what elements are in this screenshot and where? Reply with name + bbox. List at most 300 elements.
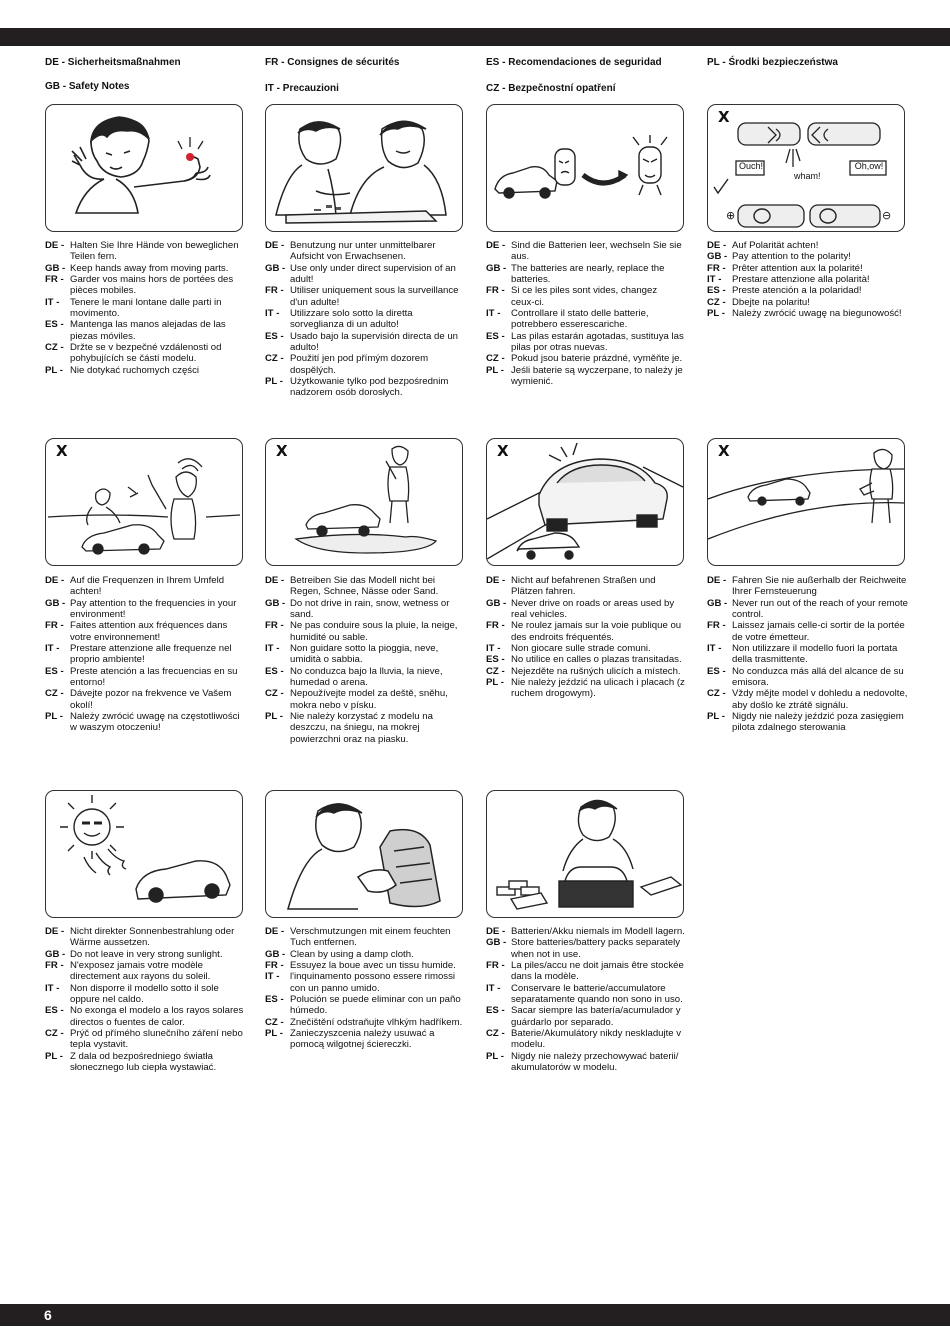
note-line	[45, 1005, 250, 1016]
language-code: PL -	[265, 711, 283, 723]
note-line	[486, 620, 691, 631]
language-code: FR -	[486, 285, 505, 297]
note-line	[486, 994, 691, 1005]
wrong-x-icon: X	[56, 442, 68, 460]
page-number: 6	[44, 1307, 52, 1323]
note-line	[265, 1005, 470, 1016]
wrong-x-icon: X	[718, 108, 730, 126]
language-code: IT -	[45, 643, 60, 655]
note-line	[45, 971, 250, 982]
note-line	[265, 609, 470, 620]
note-line	[707, 700, 912, 711]
note-text: Pokud jsou baterie prázdné, vyměňte je.	[511, 353, 683, 365]
note-line	[486, 297, 691, 308]
note-line	[45, 598, 250, 609]
car-out-of-range-illustration	[708, 439, 904, 565]
note-text: Never drive on roads or areas used by	[511, 597, 675, 609]
note-text: No exonga el modelo a los rayos solares	[70, 1005, 244, 1017]
note-line	[45, 586, 250, 597]
bottom-bar	[0, 1304, 950, 1326]
language-code: FR -	[707, 262, 726, 274]
note-text: tepla vystavit.	[70, 1039, 129, 1051]
ouch-text: Ouch!	[738, 161, 763, 171]
note-text: Pay attention to the polarity!	[732, 251, 851, 263]
note-text: Teilen fern.	[70, 251, 117, 263]
language-code: PL -	[265, 1028, 283, 1040]
note-text: Do not leave in very strong sunlight.	[70, 948, 223, 960]
note-polarity	[707, 240, 912, 319]
language-code: ES -	[486, 330, 505, 342]
note-text: pomocą wilgotnej ściereczki.	[290, 1039, 412, 1051]
note-line	[265, 960, 470, 971]
note-text: Nicht direkter Sonnenbestrahlung oder	[70, 926, 235, 937]
note-text: Keep hands away from moving parts.	[70, 262, 229, 274]
note-line	[486, 240, 691, 251]
wham-text: wham!	[794, 171, 821, 181]
note-text: Pay attention to the frequencies in your	[70, 597, 237, 609]
note-line	[486, 331, 691, 342]
note-line	[45, 677, 250, 688]
language-code: CZ -	[707, 296, 726, 308]
note-line	[486, 251, 691, 262]
note-text: Las pilas estarán agotadas, sustituya las	[511, 330, 684, 342]
note-text: Jeśli baterie są wyczerpane, to należy je	[511, 364, 683, 376]
panel-moving-parts	[45, 104, 243, 232]
note-text: directos o fuentes de calor.	[70, 1016, 185, 1028]
panel-frequencies	[45, 438, 243, 566]
language-code: PL -	[707, 711, 725, 723]
note-line	[707, 575, 912, 586]
note-text: Usado bajo la supervisión directa de un	[290, 330, 458, 342]
note-line	[707, 632, 912, 643]
note-text: Si ce les piles sont vides, changez	[511, 285, 658, 297]
car-in-puddle-illustration	[266, 439, 462, 565]
note-text: Benutzung nur unter unmittelbarer	[290, 240, 436, 251]
note-text: Použití jen pod přímým dozorem	[290, 353, 429, 365]
note-text: votre environnement!	[70, 631, 161, 643]
note-text: Prêter attention aux la polarité!	[732, 262, 863, 274]
frequency-interference-illustration	[46, 439, 242, 565]
note-text: Vždy mějte model v dohledu a nedovolte,	[732, 688, 908, 700]
note-line	[45, 331, 250, 342]
note-text: d'un adulte!	[290, 296, 340, 308]
note-line	[45, 342, 250, 353]
language-code: ES -	[707, 285, 726, 297]
note-text: Do not drive in rain, snow, wetness or	[290, 597, 450, 609]
note-line	[265, 971, 470, 982]
note-line	[45, 983, 250, 994]
note-text: Non guidare sotto la pioggia, neve,	[290, 643, 439, 655]
note-text: Preste atención a las frecuencias en su	[70, 665, 238, 677]
note-line	[265, 575, 470, 586]
language-code: GB -	[486, 597, 507, 609]
note-text: pilota zdalnego sterowania	[732, 722, 846, 734]
ohow-text: Oh,ow!	[854, 161, 884, 171]
language-code: IT -	[265, 308, 280, 320]
header-cz: CZ - Bezpečnostní opatření	[486, 83, 616, 94]
note-text: Baterie/Akumulátory nikdy neskladujte v	[511, 1028, 682, 1040]
note-line	[265, 319, 470, 330]
note-text: La piles/accu ne doit jamais être stockée	[511, 960, 684, 972]
note-line	[265, 1017, 470, 1028]
adult-and-child-illustration	[266, 105, 462, 231]
note-line	[45, 285, 250, 296]
language-code: ES -	[45, 319, 64, 331]
note-moving-parts	[45, 240, 250, 376]
note-line	[486, 677, 691, 688]
note-text: l'inquinamento possono essere rimossi	[290, 971, 456, 983]
language-code: CZ -	[486, 665, 505, 677]
note-line	[707, 654, 912, 665]
note-line	[486, 575, 691, 586]
note-text: Sind die Batterien leer, wechseln Sie sie	[511, 240, 682, 251]
note-text: deszczu, na śniegu, na mokrej	[290, 722, 420, 734]
note-text: humedad o arena.	[290, 677, 368, 689]
note-line	[45, 1051, 250, 1062]
note-text: potrebbero esserescariche.	[511, 319, 628, 331]
note-text: powierzchni oraz na piasku.	[290, 733, 409, 745]
boy-hand-pain-illustration	[46, 105, 242, 231]
panel-polarity	[707, 104, 905, 232]
note-text: Ne pas conduire sous la pluie, la neige,	[290, 620, 458, 632]
note-text: No conduzca más allá del alcance de su	[732, 665, 904, 677]
note-text: The batteries are nearly, replace the	[511, 262, 665, 274]
note-text: Use only under direct supervision of an	[290, 262, 456, 274]
note-line	[265, 937, 470, 948]
note-line	[707, 643, 912, 654]
panel-weather	[265, 438, 463, 566]
wrong-x-icon: X	[718, 442, 730, 460]
header-pl: PL - Środki bezpieczeństwa	[707, 57, 838, 68]
language-code: ES -	[486, 654, 505, 666]
note-text: Non utilizzare il modello fuori la portata	[732, 643, 898, 655]
language-code: FR -	[707, 620, 726, 632]
note-line	[265, 285, 470, 296]
note-line	[265, 353, 470, 364]
note-line	[486, 376, 691, 387]
note-line	[265, 251, 470, 262]
note-text: Użytkowanie tylko pod bezpośrednim	[290, 376, 449, 388]
note-line	[486, 342, 691, 353]
note-line	[265, 722, 470, 733]
note-line	[265, 711, 470, 722]
note-line	[707, 666, 912, 677]
note-text: directement aux rayons du soleil.	[70, 971, 211, 983]
note-line	[707, 263, 912, 274]
note-text: Plätzen fahren.	[511, 586, 576, 598]
language-code: FR -	[486, 620, 505, 632]
note-line	[486, 598, 691, 609]
note-text: achten!	[70, 586, 102, 598]
note-text: akumulatorów w modelu.	[511, 1062, 618, 1074]
note-line	[707, 677, 912, 688]
note-text: sorveglianza di un adulto!	[290, 319, 399, 331]
note-text: de votre émetteur.	[732, 631, 810, 643]
note-line	[486, 586, 691, 597]
note-text: słonecznego lub ciepła wystawiać.	[70, 1062, 217, 1074]
real-car-on-road-illustration	[487, 439, 683, 565]
language-code: GB -	[265, 597, 286, 609]
note-text: Należy zwrócić uwagę na biegunowość!	[732, 308, 902, 320]
note-line	[265, 1028, 470, 1039]
note-line	[486, 632, 691, 643]
note-text: Tuch entfernen.	[290, 937, 357, 949]
note-line	[45, 1062, 250, 1073]
note-line	[486, 949, 691, 960]
note-text: Betreiben Sie das Modell nicht bei	[290, 575, 436, 586]
note-remote-range	[707, 575, 912, 734]
note-text: Faites attention aux fréquences dans	[70, 620, 228, 632]
note-text: okolí!	[70, 699, 93, 711]
note-text: batteries.	[511, 274, 551, 286]
language-code: DE -	[707, 575, 727, 586]
note-line	[486, 285, 691, 296]
language-code: FR -	[45, 620, 64, 632]
note-text: Mantenga las manos alejadas de las	[70, 319, 226, 331]
note-line	[265, 263, 470, 274]
language-code: GB -	[707, 251, 728, 263]
note-text: Utilizzare solo sotto la diretta	[290, 308, 413, 320]
note-line	[486, 937, 691, 948]
note-line	[45, 688, 250, 699]
note-text: Nie należy korzystać z modelu na	[290, 711, 433, 723]
panel-remote-range	[707, 438, 905, 566]
note-text: humidité ou sable.	[290, 631, 368, 643]
note-line	[486, 609, 691, 620]
note-text: Polución se puede eliminar con un paño	[290, 994, 461, 1006]
note-text: Fahren Sie nie außerhalb der Reichweite	[732, 575, 907, 586]
note-line	[265, 734, 470, 745]
note-text: Auf die Frequenzen in Ihrem Umfeld	[70, 575, 225, 586]
language-code: DE -	[486, 926, 506, 937]
note-text: des endroits fréquentés.	[511, 631, 614, 643]
note-line	[265, 376, 470, 387]
note-storage	[486, 926, 691, 1073]
note-line	[486, 353, 691, 364]
language-code: FR -	[45, 274, 64, 286]
language-code: FR -	[486, 960, 505, 972]
wrong-x-icon: X	[276, 442, 288, 460]
language-code: GB -	[486, 937, 507, 949]
note-roads	[486, 575, 691, 700]
note-text: Nigdy nie należy jeździć poza zasięgiem	[732, 711, 904, 723]
note-text: guárdarlo por separado.	[511, 1016, 614, 1028]
language-code: PL -	[45, 711, 63, 723]
note-line	[486, 1039, 691, 1050]
note-line	[265, 643, 470, 654]
note-line	[45, 365, 250, 376]
language-code: FR -	[265, 285, 284, 297]
note-line	[45, 949, 250, 960]
language-code: DE -	[707, 240, 727, 251]
note-text: pohybujících se částí modelu.	[70, 353, 197, 365]
note-line	[45, 1028, 250, 1039]
note-text: emisora.	[732, 677, 769, 689]
note-adult-supervision	[265, 240, 470, 399]
note-line	[45, 240, 250, 251]
note-line	[265, 342, 470, 353]
note-line	[45, 1017, 250, 1028]
plus-pole-icon: ⊕	[726, 210, 736, 222]
note-line	[265, 666, 470, 677]
note-text: aby došlo ke ztrátě signálu.	[732, 699, 849, 711]
note-line	[265, 632, 470, 643]
language-code: PL -	[265, 376, 283, 388]
language-code: DE -	[265, 575, 285, 586]
note-line	[45, 575, 250, 586]
note-line	[486, 319, 691, 330]
note-batteries-low	[486, 240, 691, 387]
note-text: húmedo.	[290, 1005, 328, 1017]
note-text: movimento.	[70, 308, 120, 320]
note-line	[265, 297, 470, 308]
language-code: CZ -	[45, 1028, 64, 1040]
language-code: GB -	[707, 597, 728, 609]
note-line	[707, 586, 912, 597]
note-line	[486, 960, 691, 971]
note-line	[265, 387, 470, 398]
language-code: IT -	[486, 643, 501, 655]
note-text: Laissez jamais celle-ci sortir de la portée	[732, 620, 905, 632]
note-text: entorno!	[70, 677, 106, 689]
note-line	[486, 971, 691, 982]
note-text: Nicht auf befahrenen Straßen und	[511, 575, 656, 586]
language-code: IT -	[486, 308, 501, 320]
note-line	[265, 949, 470, 960]
language-code: DE -	[45, 926, 65, 937]
note-text: Nejezděte na rušných ulicích a místech.	[511, 665, 681, 677]
note-line	[45, 353, 250, 364]
note-text: Držte se v bezpečné vzdálenosti od	[70, 342, 222, 354]
note-line	[486, 666, 691, 677]
note-line	[45, 960, 250, 971]
note-line	[486, 688, 691, 699]
note-line	[45, 722, 250, 733]
note-line	[486, 983, 691, 994]
note-line	[45, 1039, 250, 1050]
note-line	[265, 983, 470, 994]
note-line	[265, 688, 470, 699]
language-code: CZ -	[265, 688, 284, 700]
note-frequencies	[45, 575, 250, 734]
note-text: adulto!	[290, 342, 319, 354]
language-code: GB -	[265, 262, 286, 274]
note-line	[486, 926, 691, 937]
note-text: ceux-ci.	[511, 296, 545, 308]
note-line	[265, 240, 470, 251]
note-text: Zanieczyszcenia należy usuwać a	[290, 1028, 435, 1040]
note-text: Non disporre il modello sotto il sole	[70, 982, 219, 994]
panel-roads	[486, 438, 684, 566]
note-text: Preste atención a la polaridad!	[732, 285, 862, 297]
note-text: piezas móviles.	[70, 330, 136, 342]
note-text: Conservare le batterie/accumulatore	[511, 982, 666, 994]
note-line	[45, 666, 250, 677]
panel-adult-supervision	[265, 104, 463, 232]
note-line	[486, 1051, 691, 1062]
note-text: della trasmittente.	[732, 654, 808, 666]
note-line	[265, 1039, 470, 1050]
note-line	[486, 1028, 691, 1039]
note-text: Controllare il stato delle batterie,	[511, 308, 649, 320]
note-line	[707, 308, 912, 319]
note-text: Sacar siempre las batería/acumulador y	[511, 1005, 681, 1017]
language-code: DE -	[265, 240, 285, 251]
language-code: FR -	[265, 620, 284, 632]
note-text: Garder vos mains hors de portées des	[70, 274, 234, 286]
language-code: ES -	[45, 665, 64, 677]
note-line	[265, 677, 470, 688]
note-text: dospělých.	[290, 364, 336, 376]
note-text: Regen, Schnee, Nässe oder Sand.	[290, 586, 439, 598]
note-text: Tenere le mani lontane dalle parti in	[70, 296, 222, 308]
battery-storage-illustration	[487, 791, 683, 917]
note-text: Clean by using a damp cloth.	[290, 948, 414, 960]
note-text: Aufsicht von Erwachsenen.	[290, 251, 406, 263]
note-line	[45, 994, 250, 1005]
note-line	[45, 274, 250, 285]
note-line	[45, 632, 250, 643]
language-code: PL -	[486, 1050, 504, 1062]
language-code: CZ -	[486, 1028, 505, 1040]
note-line	[265, 586, 470, 597]
note-line	[486, 1005, 691, 1016]
note-text: nadzorem osób dorosłych.	[290, 387, 403, 399]
language-code: CZ -	[265, 1016, 284, 1028]
note-line	[707, 598, 912, 609]
note-text: dans la modèle.	[511, 971, 579, 983]
note-text: Halten Sie Ihre Hände von beweglichen	[70, 240, 239, 251]
note-text: No conduzca bajo la lluvia, la nieve,	[290, 665, 443, 677]
note-line	[45, 620, 250, 631]
language-code: CZ -	[707, 688, 726, 700]
language-code: FR -	[265, 960, 284, 972]
tired-battery-car-illustration	[487, 105, 683, 231]
note-text: Należy zwrócić uwagę na częstotliwości	[70, 711, 240, 723]
note-text: Prestare attenzione alle frequenze nel	[70, 643, 232, 655]
note-line	[45, 937, 250, 948]
language-code: ES -	[265, 330, 284, 342]
note-line	[45, 711, 250, 722]
header-es: ES - Recomendaciones de seguridad	[486, 57, 662, 68]
note-text: pilas por otras nuevas.	[511, 342, 608, 354]
panel-sunlight	[45, 790, 243, 918]
note-text: Utiliser uniquement sous la surveillance	[290, 285, 459, 297]
wrong-x-icon: X	[497, 442, 509, 460]
note-line	[486, 654, 691, 665]
note-text: Dbejte na polaritu!	[732, 296, 810, 308]
note-line	[265, 926, 470, 937]
header-gb: GB - Safety Notes	[45, 81, 130, 92]
language-code: DE -	[486, 240, 506, 251]
note-text: Nigdy nie należy przechowywać baterii/	[511, 1050, 679, 1062]
note-text: con un panno umido.	[290, 982, 380, 994]
note-text: Dávejte pozor na frekvence ve Vašem	[70, 688, 232, 700]
note-text: No utilice en calles o plazas transitadas.	[511, 654, 682, 666]
language-code: PL -	[45, 1050, 63, 1062]
note-line	[707, 297, 912, 308]
note-text: wymienić.	[511, 376, 554, 388]
language-code: PL -	[45, 364, 63, 376]
note-text: Znečištění odstraňujte vlhkým hadříkem.	[290, 1016, 463, 1028]
note-cleaning	[265, 926, 470, 1051]
minus-pole-icon: ⊖	[882, 210, 892, 222]
note-text: control.	[732, 609, 764, 621]
note-line	[486, 263, 691, 274]
language-code: GB -	[45, 948, 66, 960]
note-line	[265, 994, 470, 1005]
note-text: Z dala od bezpośredniego światła	[70, 1050, 213, 1062]
